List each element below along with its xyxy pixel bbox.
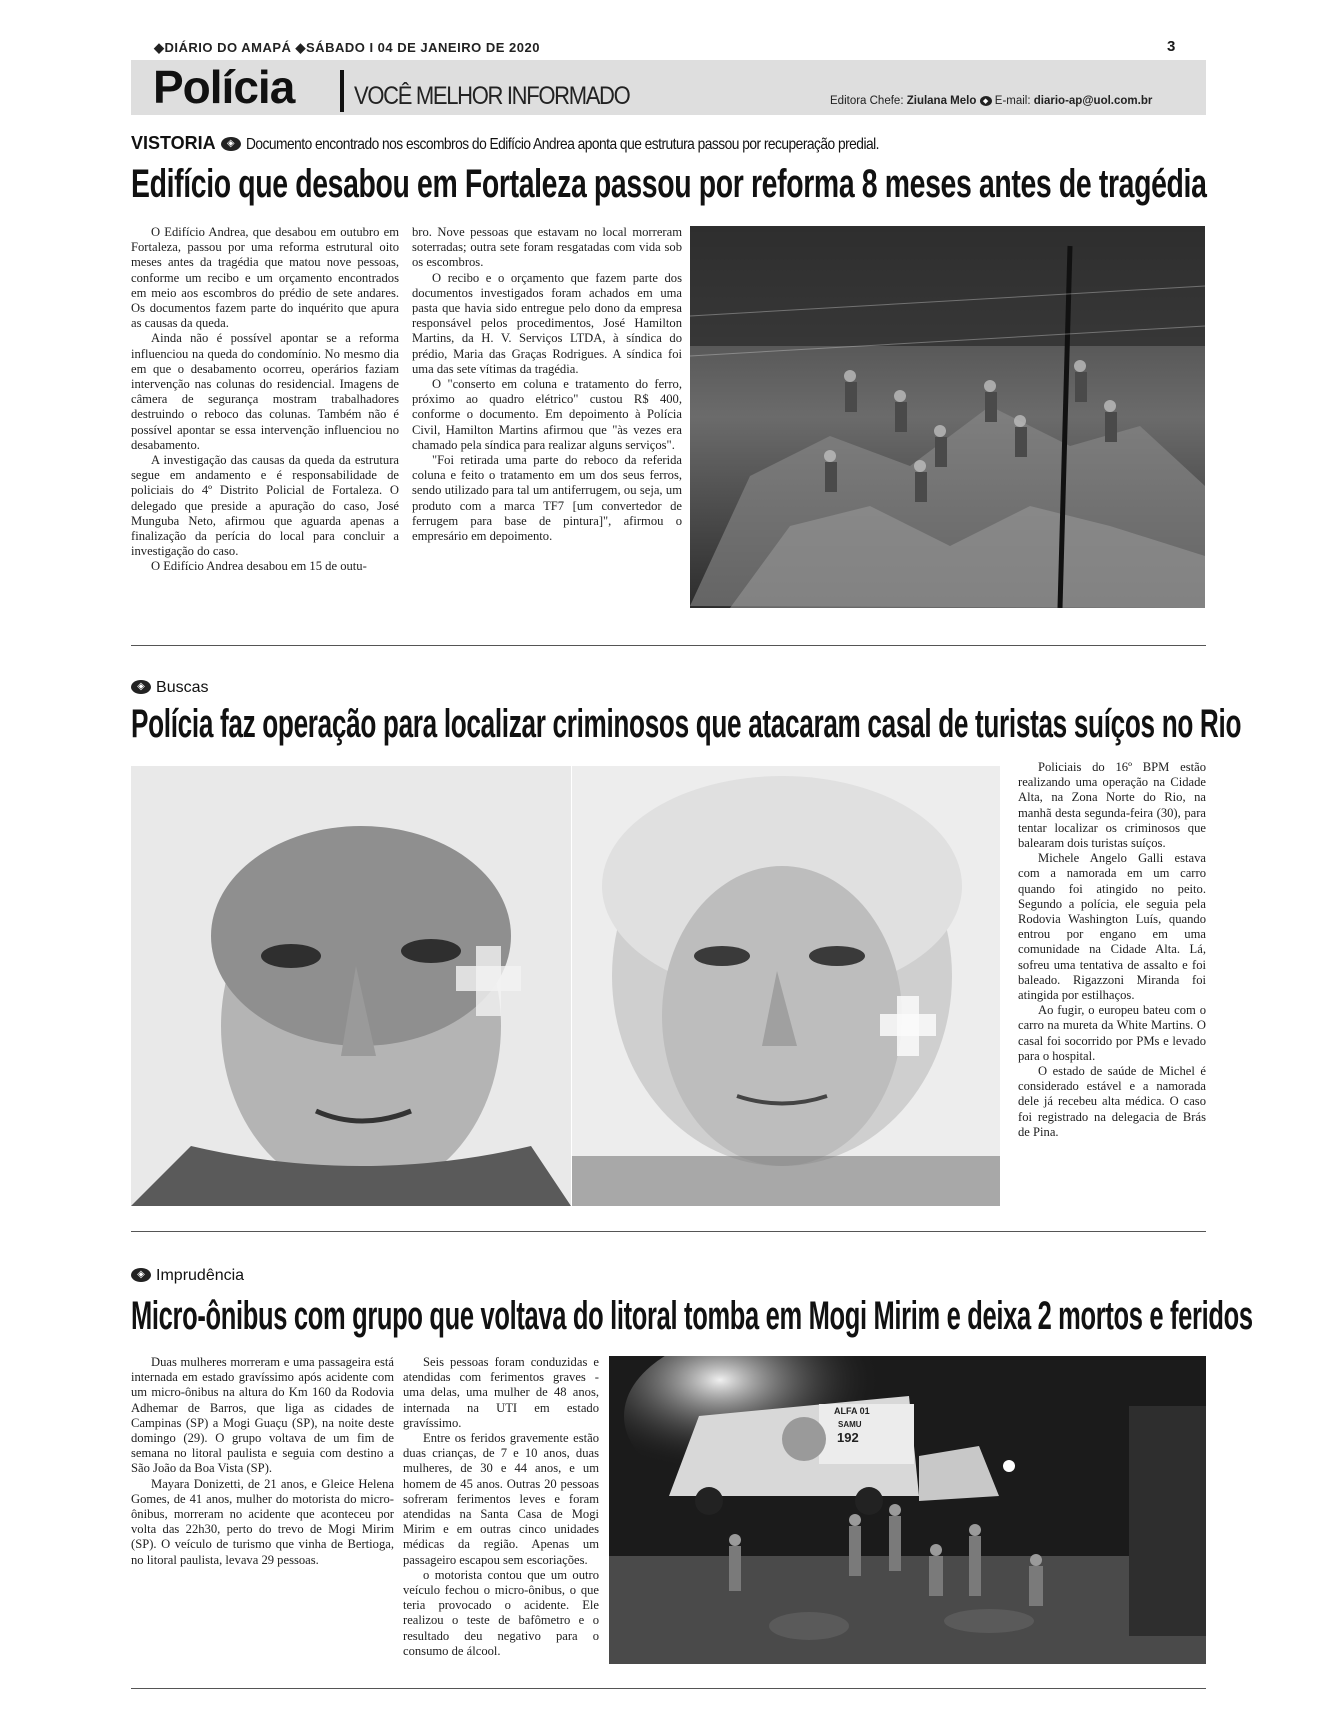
paragraph: o motorista contou que um outro veículo fechou o micro-ônibus, o que teria provocado o acidente. Ele realizou o teste de bafômetro e o resultado deu negativo para o consumo de álcool.	[403, 1567, 599, 1658]
paragraph: Policiais do 16º BPM estão realizando uma operação na Cidade Alta, na Zona Norte do Rio, na manhã desta segunda-feira (30), para tentar localizar os criminosos que balearam dois turistas suíços.	[1018, 760, 1206, 851]
email-label: E-mail:	[994, 95, 1031, 107]
paragraph: Seis pessoas foram conduzidas e atendidas com ferimentos graves - uma delas, uma mulher de 48 anos, internada na UTI em estado gravíssimo.	[403, 1355, 599, 1430]
email-address[interactable]: diario-ap@uol.com.br	[1033, 95, 1153, 107]
story3-column-2	[403, 1355, 599, 1659]
paragraph: O recibo e o orçamento que fazem parte dos documentos investigados foram achados em uma pasta que havia sido entregue pelo dono da empresa responsável pelos procedimentos, José Hamilton Martins, da H. V. Serviços LTDA, à síndica do prédio, Maria das Graças Rodrigues. A síndica foi uma das sete vítimas da tragédia.	[412, 270, 682, 376]
dateline: ◆DIÁRIO DO AMAPÁ ◆SÁBADO I 04 DE JANEIRO DE 2020	[154, 40, 540, 55]
paragraph: Mayara Donizetti, de 21 anos, e Gleice Helena Gomes, de 41 anos, mulher do motorista do micro-ônibus, morreram no acidente que aconteceu por volta das 22h30, perto do trevo de Mogi Mirim (SP). O veículo de turismo que vinha de Bertioga, no litoral paulista, levava 29 pessoas.	[131, 1476, 394, 1567]
ambulance-label-2: SAMU	[838, 1420, 862, 1429]
paragraph: Ainda não é possível apontar se a reforma influenciou na queda do condomínio. No mesmo dia em que o desabamento ocorreu, operários faziam intervenção nas colunas do residencial. Imagens de câmera de segurança mostram trabalhadores destruindo o reboco das colunas. Também não é possível apontar se essa intervenção influenciou no desabamento.	[131, 331, 399, 452]
story3-headline: Micro-ônibus com grupo que voltava do litoral tomba em Mogi Mirim e deixa 2 mortos e feridos	[131, 1294, 1253, 1338]
story1-kicker: VISTORIA	[131, 133, 216, 153]
paragraph: O "conserto em coluna e tratamento do ferro, próximo ao quadro elétrico" custou R$ 400, conforme o documento. Em depoimento à Polícia Civil, Hamilton Martins afirmou que "às vezes era chamado pela síndica para realizar alguns serviços".	[412, 377, 682, 452]
story2-headline: Polícia faz operação para localizar criminosos que atacaram casal de turistas suíços no Rio	[131, 702, 1242, 746]
story2-kicker-row	[131, 676, 208, 697]
woman-portrait-photo	[572, 766, 1000, 1206]
paragraph: bro. Nove pessoas que estavam no local morreram soterradas; outra sete foram resgatadas com vida sob os escombros.	[412, 225, 682, 270]
accident-scene-photo	[609, 1356, 1206, 1664]
ambulance-label-3: 192	[837, 1430, 859, 1445]
bullet-icon: ◈	[131, 1268, 151, 1282]
story2-column	[1018, 760, 1206, 1140]
paragraph: Ao fugir, o europeu bateu com o carro na mureta da White Martins. O casal foi socorrido por PMs e levado para o hospital.	[1018, 1003, 1206, 1063]
paragraph: O Edifício Andrea, que desabou em outubro em Fortaleza, passou por uma reforma estrutural oito meses antes da tragédia que matou nove pessoas, conforme um recibo e um orçamento encontrados em meio aos escombros do prédio de sete andares. Os documentos fazem parte do inquérito que apura as causas da queda.	[131, 225, 399, 331]
story1-column-1	[131, 225, 399, 575]
paragraph: Entre os feridos gravemente estão duas crianças, de 7 e 10 anos, duas mulheres, de 30 e 44 anos, e um homem de 45 anos. Outras 20 pessoas sofreram ferimentos leves e foram atendidas na Santa Casa de Mogi Mirim e em outras cinco unidades médicas da região. Apenas um passageiro escapou sem escoriações.	[403, 1431, 599, 1567]
paragraph: O Edifício Andrea desabou em 15 de outu-	[151, 559, 367, 574]
paragraph: Duas mulheres morreram e uma passageira está internada em estado gravíssimo após acidente com um micro-ônibus na altura do Km 160 da Rodovia Adhemar de Barros, que liga as cidades de Campinas (SP) a Mogi Guaçu (SP), na noite deste domingo (29). O grupo voltava de um fim de semana no litoral paulista e seguia com destino a São João da Boa Vista (SP).	[131, 1355, 394, 1476]
bullet-icon: ◈	[131, 680, 151, 694]
paragraph: "Foi retirada uma parte do reboco da referida coluna e feito o tratamento em um dos seus ferros, sendo utilizado para tal um antiferrugem, ou seja, um produto com a marca TF7 [um convertedor de ferrugem para base de pintura]", afirmou o empresário em depoimento.	[412, 453, 682, 544]
collapsed-building-rescue-photo	[690, 226, 1205, 608]
section-divider	[340, 70, 344, 112]
editor-label: Editora Chefe:	[830, 95, 904, 107]
story1-headline: Edifício que desabou em Fortaleza passou por reforma 8 meses antes de tragédia	[131, 162, 1207, 206]
paragraph: A investigação das causas da queda da estrutura segue em andamento e é responsabilidade de policiais do 4º Distrito Policial de Fortaleza. O delegado que preside a apuração do caso, José Munguba Neto, afirmou que aguarda apenas a finalização da perícia do local para concluir a investigação do caso.	[131, 453, 399, 559]
page-number: 3	[1167, 38, 1176, 55]
editor-name: Ziulana Melo	[906, 95, 977, 107]
bottom-rule	[131, 1688, 1206, 1689]
story1-deck: Documento encontrado nos escombros do Edifício Andrea aponta que estrutura passou por recuperação predial.	[245, 136, 879, 153]
story2-kicker: Buscas	[156, 679, 209, 696]
story3-column-1	[131, 1355, 394, 1568]
section-rule	[131, 645, 1206, 646]
editor-credits	[830, 95, 1152, 107]
story3-kicker-row	[131, 1264, 244, 1285]
bullet-icon: ◆	[980, 96, 992, 106]
section-tagline: VOCÊ MELHOR INFORMADO	[354, 82, 630, 110]
story1-kicker-row	[131, 133, 982, 154]
section-title: Polícia	[153, 61, 295, 113]
man-portrait-photo	[131, 766, 571, 1206]
story1-column-2	[412, 225, 682, 544]
bullet-icon: ◈	[221, 137, 241, 151]
paragraph: Michele Angelo Galli estava com a namorada em um carro quando foi atingido no peito. Segundo a polícia, ele seguia pela Rodovia Washington Luís, quando entrou por engano em uma comunidade na Cidade Alta. Lá, sofreu uma tentativa de assalto e foi baleado. Rigazzoni Miranda foi atingida por estilhaços.	[1018, 851, 1206, 1003]
section-rule	[131, 1231, 1206, 1232]
ambulance-label-1: ALFA 01	[834, 1406, 870, 1416]
story3-kicker: Imprudência	[156, 1267, 245, 1284]
paragraph: O estado de saúde de Michel é considerado estável e a namorada dele já recebeu alta médica. O caso foi registrado na delegacia de Brás de Pina.	[1018, 1064, 1206, 1139]
